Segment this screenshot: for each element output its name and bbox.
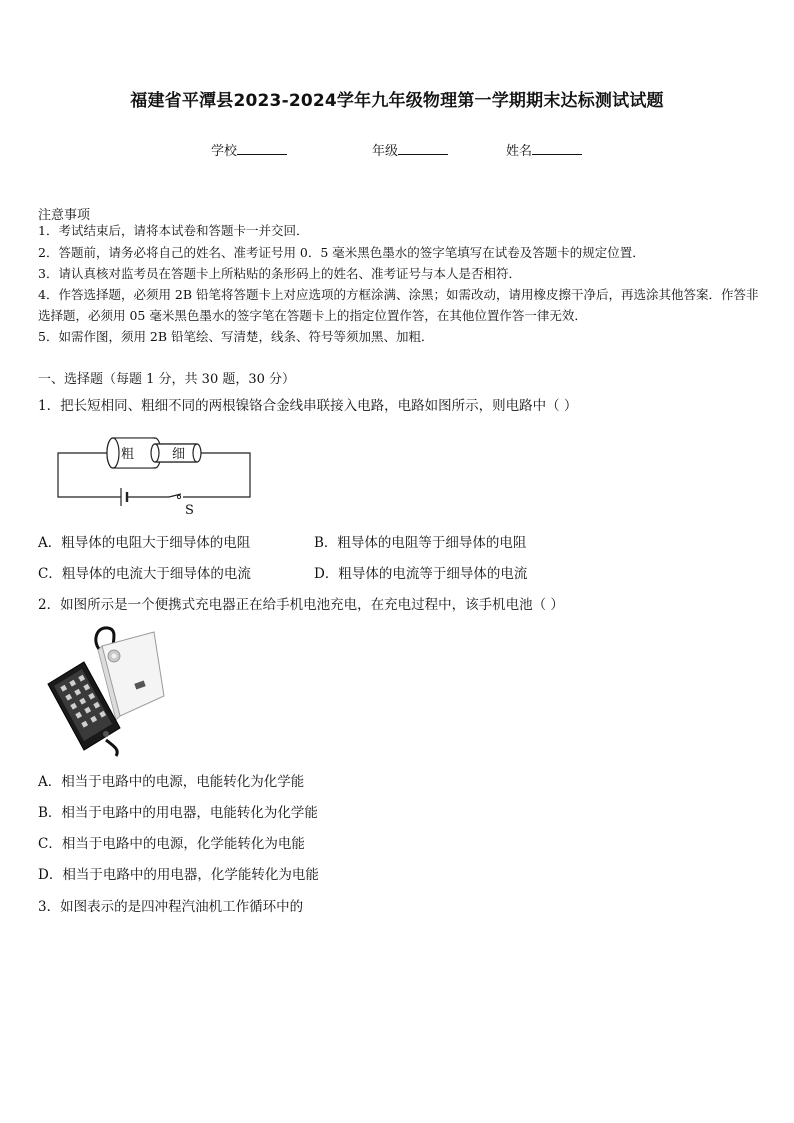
section-heading: 一、选择题（每题 1 分，共 30 题，30 分）: [38, 372, 296, 387]
notes-heading: 注意事项: [38, 208, 91, 223]
note-item: 1．考试结束后，请将本试卷和答题卡一并交回．: [38, 223, 309, 238]
question-1-option-d[interactable]: D．粗导体的电流等于细导体的电流: [314, 566, 528, 582]
name-label: 姓名: [506, 144, 533, 159]
question-2-option-c[interactable]: C．相当于电路中的电源，化学能转化为电能: [38, 836, 305, 852]
question-1-option-a[interactable]: A．粗导体的电阻大于细导体的电阻: [38, 535, 251, 551]
note-item: 3．请认真核对监考员在答题卡上所粘贴的条形码上的姓名、准考证号与本人是否相符．: [38, 266, 521, 281]
charger-phone-image: [44, 624, 166, 758]
grade-blank: [398, 142, 448, 155]
question-3-stem: 3．如图表示的是四冲程汽油机工作循环中的: [38, 899, 304, 915]
note-item: 5．如需作图，须用 2B 铅笔绘、写清楚，线条、符号等须加黑、加粗．: [38, 329, 434, 344]
name-blank: [532, 142, 582, 155]
note-item: 2．答题前，请务必将自己的姓名、准考证号用 0．5 毫米黑色墨水的签字笔填写在试卷及答题卡的规定位置．: [38, 245, 645, 260]
thick-label: 粗: [121, 447, 135, 462]
school-label: 学校: [211, 144, 238, 159]
question-1-stem: 1．把长短相同、粗细不同的两根镍铬合金线串联接入电路，电路如图所示，则电路中（ ）: [38, 398, 578, 414]
question-1-option-b[interactable]: B．粗导体的电阻等于细导体的电阻: [314, 535, 527, 551]
thin-label: 细: [172, 447, 186, 462]
switch-label: S: [185, 503, 194, 516]
thin-conductor: [151, 444, 201, 462]
school-field[interactable]: [211, 140, 287, 159]
school-blank: [237, 142, 287, 155]
question-2-stem: 2．如图所示是一个便携式充电器正在给手机电池充电，在充电过程中，该手机电池（ ）: [38, 597, 564, 613]
grade-label: 年级: [372, 144, 399, 159]
grade-field[interactable]: [372, 140, 448, 159]
question-2-option-a[interactable]: A．相当于电路中的电源，电能转化为化学能: [38, 774, 305, 790]
note-item: 4．作答选择题，必须用 2B 铅笔将答题卡上对应选项的方框涂满、涂黑；如需改动，请用橡皮擦干净后，再选涂其他答案．作答非选择题，必须用 05 毫米黑色墨水的签字笔在答题卡上的指定位置作答，在其他位置作答一律无效．: [38, 287, 759, 323]
circuit-diagram: [55, 430, 255, 516]
name-field[interactable]: [506, 140, 582, 159]
question-1-option-c[interactable]: C．粗导体的电流大于细导体的电流: [38, 566, 251, 582]
battery-symbol: [121, 488, 169, 506]
page-title: 福建省平潭县2023-2024学年九年级物理第一学期期末达标测试试题: [130, 91, 664, 111]
question-2-option-b[interactable]: B．相当于电路中的用电器，电能转化为化学能: [38, 805, 318, 821]
question-2-option-d[interactable]: D．相当于电路中的用电器，化学能转化为电能: [38, 867, 319, 883]
